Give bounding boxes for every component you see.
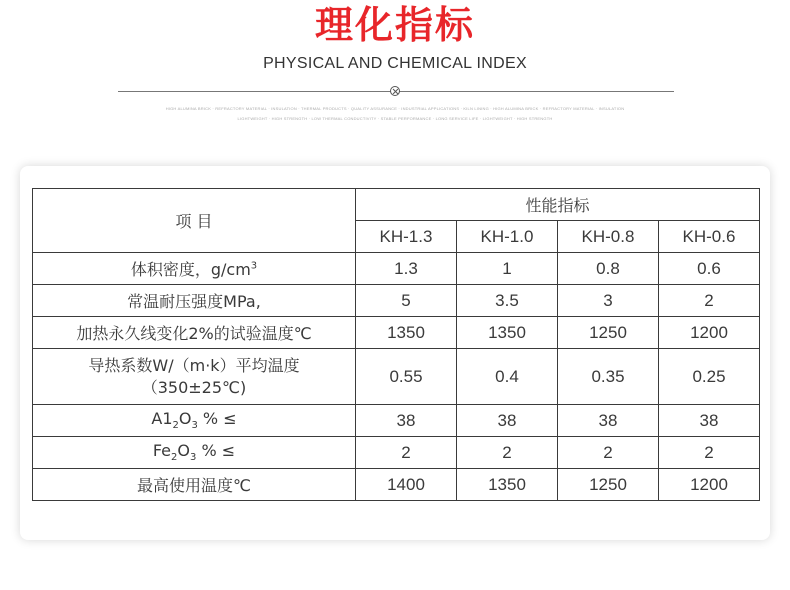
table-cell: 0.35 (558, 349, 659, 405)
table-cell: 1350 (457, 317, 558, 349)
page-title: 理化指标 (314, 3, 475, 47)
table-cell: 0.55 (356, 349, 457, 405)
table-row (33, 405, 760, 437)
table-cell: 3.5 (457, 285, 558, 317)
row-label: 加热永久线变化2%的试验温度℃ (33, 317, 356, 349)
table-cell: 1250 (558, 469, 659, 501)
table-header-row (33, 189, 760, 221)
table-cell: 3 (558, 285, 659, 317)
table-cell: 0.25 (659, 349, 760, 405)
table-cell: 1250 (558, 317, 659, 349)
page-subtitle: PHYSICAL AND CHEMICAL INDEX (263, 55, 527, 72)
row-label: 常温耐压强度MPa, (33, 285, 356, 317)
row-label: $Fe_2O_3$ % ≤ (33, 437, 356, 469)
fine-print-line: LIGHTWEIGHT · HIGH STRENGTH · LOW THERMAL CONDUCTIVITY · STABLE PERFORMANCE · LONG SERVICE LIFE · LIGHTWEIGHT · HIGH STRENGTH (237, 116, 553, 121)
table-cell: 1350 (457, 469, 558, 501)
column-header: KH-1.3 (356, 221, 457, 253)
row-label: 导热系数W/（m·k）平均温度 （350±25℃) (33, 349, 356, 405)
table-cell: 1400 (356, 469, 457, 501)
table-cell: 0.6 (659, 253, 760, 285)
table-cell: 38 (558, 405, 659, 437)
table-row (33, 349, 760, 405)
table-cell: 2 (558, 437, 659, 469)
table-cell: 1350 (356, 317, 457, 349)
table-cell: 0.8 (558, 253, 659, 285)
table-row (33, 253, 760, 285)
divider-ornament-icon (390, 86, 400, 96)
table-cell: 2 (356, 437, 457, 469)
column-header: KH-0.6 (659, 221, 760, 253)
table-cell: 0.4 (457, 349, 558, 405)
table-row (33, 285, 760, 317)
row-label: 体积密度，$g/cm^3$ (33, 253, 356, 285)
row-label: 最高使用温度℃ (33, 469, 356, 501)
table-row (33, 469, 760, 501)
table-cell: 38 (659, 405, 760, 437)
table-cell: 2 (659, 285, 760, 317)
table-cell: 1.3 (356, 253, 457, 285)
item-header: 项 目 (33, 189, 356, 253)
table-cell: 1 (457, 253, 558, 285)
table-cell: 5 (356, 285, 457, 317)
table-row (33, 317, 760, 349)
spec-table (32, 188, 760, 501)
table-cell: 38 (457, 405, 558, 437)
table-cell: 38 (356, 405, 457, 437)
table-row (33, 437, 760, 469)
table-cell: 2 (659, 437, 760, 469)
group-header: 性能指标 (356, 189, 760, 221)
column-header: KH-0.8 (558, 221, 659, 253)
row-label: $A1_2O_3$ % ≤ (33, 405, 356, 437)
table-cell: 1200 (659, 317, 760, 349)
column-header: KH-1.0 (457, 221, 558, 253)
table-cell: 2 (457, 437, 558, 469)
fine-print-line: HIGH ALUMINA BRICK · REFRACTORY MATERIAL · INSULATION · THERMAL PRODUCTS · QUALITY ASSURANCE · INDUSTRIAL APPLICATIONS · KILN LINING · HIGH ALUMINA BRICK · REFRACTORY MATERIAL · INSULATION (165, 106, 625, 111)
table-cell: 1200 (659, 469, 760, 501)
